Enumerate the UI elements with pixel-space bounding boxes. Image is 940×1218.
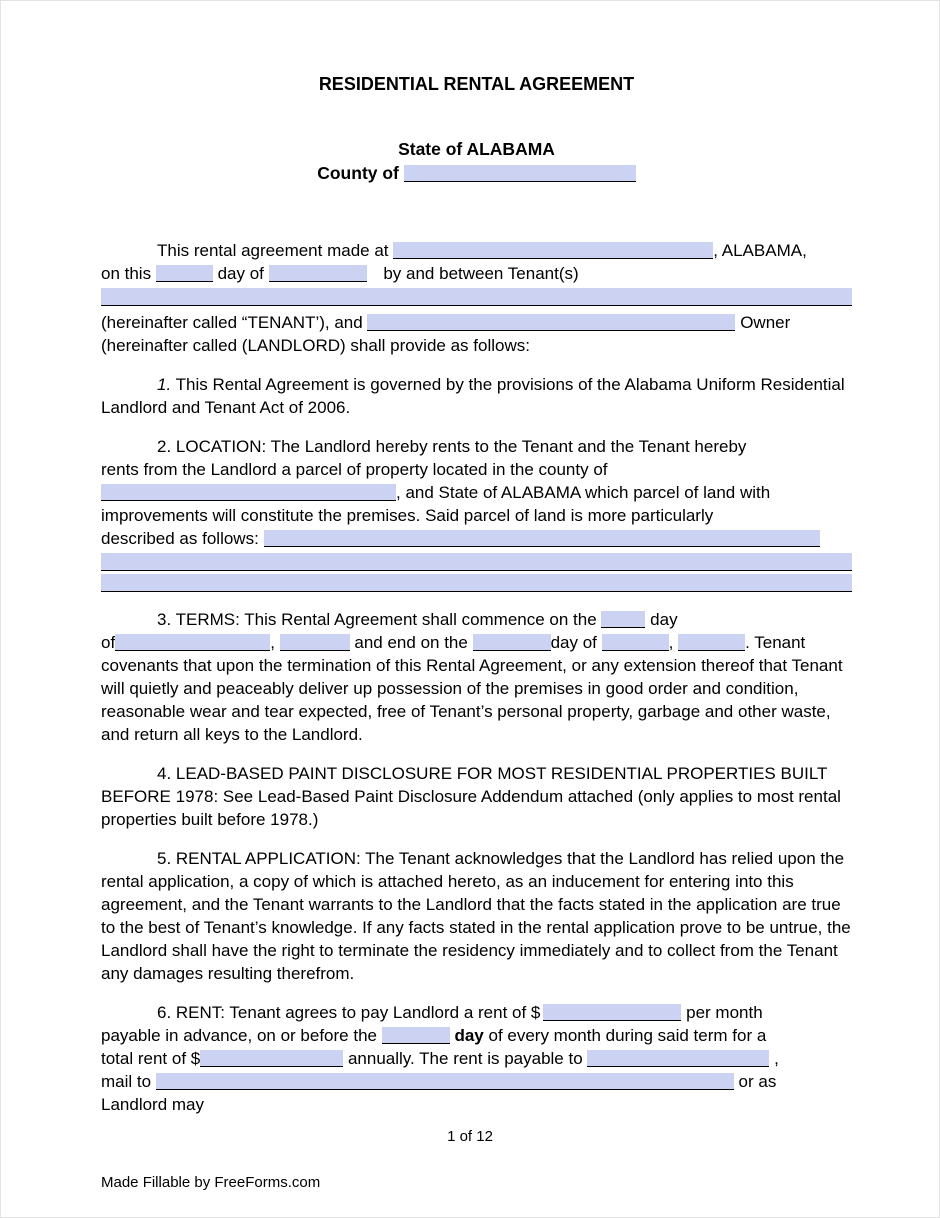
seg-rent-2b: of every month during said term for a (488, 1026, 767, 1045)
section-2-paragraph (101, 435, 852, 592)
field-location-county[interactable] (101, 484, 396, 501)
seg-rent-3a: total rent of $ (101, 1049, 201, 1068)
seg-rent-3c: , (774, 1049, 779, 1068)
field-term-end-day[interactable] (473, 634, 551, 651)
county-label: County of (317, 163, 399, 183)
seg-location-1: 2. LOCATION: The Landlord hereby rents to the Tenant and the Tenant hereby (157, 437, 747, 456)
seg-day-of: day of (217, 264, 264, 283)
seg-landlord-clause: (hereinafter called (LANDLORD) shall provide as follows: (101, 336, 530, 355)
seg-terms-lead: 3. TERMS: This Rental Agreement shall commence on the (157, 610, 597, 629)
seg-rent-4a: mail to (101, 1072, 152, 1091)
seg-described-label: described as follows: (101, 529, 259, 548)
field-agreement-day[interactable] (156, 265, 213, 282)
field-county[interactable] (404, 165, 636, 182)
seg-rent-lead: 6. RENT: Tenant agrees to pay Landlord a rent of $ (157, 1003, 541, 1022)
field-term-start-year[interactable] (280, 634, 350, 651)
field-landlord-name[interactable] (367, 314, 735, 331)
section-6-line-5 (101, 1093, 852, 1116)
field-description-1[interactable] (264, 530, 820, 547)
seg-terms-comma-1: , (270, 633, 275, 652)
field-agreement-city[interactable] (393, 242, 713, 259)
seg-rent-3b: annually. The rent is payable to (347, 1049, 583, 1068)
field-term-end-year[interactable] (678, 634, 745, 651)
field-rent-due-day[interactable] (382, 1027, 450, 1044)
section-4-paragraph: 4. LEAD-BASED PAINT DISCLOSURE FOR MOST RESIDENTIAL PROPERTIES BUILT BEFORE 1978: See Lead-Based Paint Disclosure Addendum attached (only applies to most rental properties built before 1978.) (101, 764, 841, 829)
field-tenant-names[interactable] (101, 288, 852, 306)
field-rent-amount[interactable] (543, 1004, 681, 1021)
intro-line-5 (101, 334, 852, 357)
seg-rent-4b: or as (738, 1072, 777, 1091)
seg-location-3: , and State of ALABAMA which parcel of land with (396, 483, 771, 502)
seg-alabama: , ALABAMA, (713, 241, 807, 260)
field-agreement-month[interactable] (269, 265, 367, 282)
document-content (1, 1, 939, 1116)
field-mail-address[interactable] (156, 1073, 734, 1090)
section-6-line-4 (101, 1070, 852, 1093)
seg-rent-2a: payable in advance, on or before the (101, 1026, 377, 1045)
section-2-line-5 (101, 527, 852, 550)
seg-made-at: This rental agreement made at (157, 241, 389, 260)
field-annual-rent[interactable] (200, 1050, 343, 1067)
field-description-3[interactable] (101, 574, 852, 592)
section-6-line-3 (101, 1047, 852, 1070)
seg-rent-5: Landlord may (101, 1095, 205, 1114)
field-description-2[interactable] (101, 553, 852, 571)
field-term-end-month[interactable] (602, 634, 669, 651)
section-6-line-2 (101, 1024, 852, 1047)
section-2-line-3 (101, 481, 852, 504)
section-2-line-4 (101, 504, 852, 527)
seg-terms-tenant: . Tenant (745, 633, 806, 652)
intro-line-3 (101, 288, 852, 311)
state-heading: State of ALABAMA (398, 139, 555, 159)
intro-line-4 (101, 311, 852, 334)
field-payable-to[interactable] (587, 1050, 769, 1067)
section-1-number: 1. (157, 375, 172, 394)
fillable-credit: Made Fillable by FreeForms.com (101, 1174, 321, 1191)
section-1-body: This Rental Agreement is governed by the provisions of the Alabama Uniform Residential Landlord and Tenant Act of 2006. (101, 375, 845, 417)
seg-location-2: rents from the Landlord a parcel of property located in the county of (101, 460, 608, 479)
section-3-paragraph (101, 608, 852, 746)
state-county-heading (101, 138, 852, 185)
intro-line-2 (101, 262, 852, 285)
section-3-body: covenants that upon the termination of this Rental Agreement, or any extension thereof that Tenant will quietly and peaceably deliver up possession of the premises in good order and condition, reasonable wear and tear expected, free of Tenant’s personal property, garbage and other waste, and return all keys to the Landlord. (101, 656, 843, 744)
county-line (101, 162, 852, 185)
seg-tenant-clause: (hereinafter called “TENANT’), and (101, 313, 363, 332)
section-5-paragraph: 5. RENTAL APPLICATION: The Tenant acknowledges that the Landlord has relied upon the rental application, a copy of which is attached hereto, as an inducement for entering into this agreement, and the Tenant warrants to the Landlord that the facts stated in the application are true to the best of Tenant’s knowledge. If any facts stated in the rental application prove to be untrue, the Landlord shall have the right to terminate the residency immediately and to collect from the Tenant any damages resulting therefrom. (101, 849, 851, 983)
seg-terms-and-end: and end on the (354, 633, 468, 652)
section-6-line-1 (101, 1001, 852, 1024)
intro-paragraph (101, 239, 852, 357)
intro-line-1 (101, 239, 852, 262)
seg-terms-day-of: day of (550, 633, 597, 652)
seg-location-4: improvements will constitute the premises. Said parcel of land is more particularly (101, 506, 714, 525)
section-1-paragraph (101, 373, 852, 419)
section-2-line-1 (101, 435, 852, 458)
seg-rent-day-bold: day (454, 1026, 484, 1045)
field-term-start-day[interactable] (601, 611, 645, 628)
page-number: 1 of 12 (447, 1128, 493, 1145)
seg-terms-of: of (101, 633, 116, 652)
seg-by-between: by and between Tenant(s) (383, 264, 579, 283)
seg-terms-comma-2: , (668, 633, 674, 652)
field-term-start-month[interactable] (115, 634, 270, 651)
seg-per-month: per month (686, 1003, 763, 1022)
section-2-line-2 (101, 458, 852, 481)
seg-owner: Owner (740, 313, 791, 332)
section-3-line-1 (101, 608, 852, 631)
document-title: RESIDENTIAL RENTAL AGREEMENT (318, 74, 635, 94)
section-3-line-2 (101, 631, 852, 654)
seg-terms-day: day (650, 610, 678, 629)
seg-on-this: on this (101, 264, 152, 283)
section-6-paragraph (101, 1001, 852, 1116)
